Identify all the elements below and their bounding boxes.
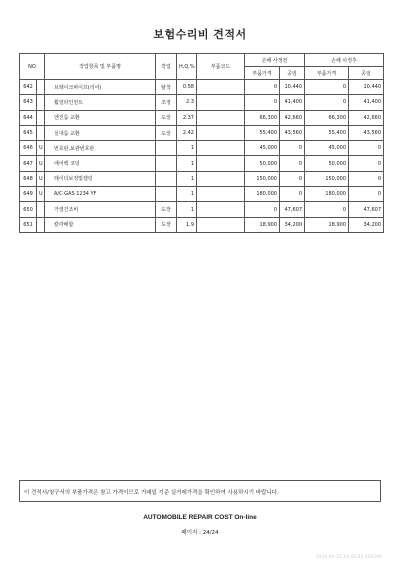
row-after-parts: 50,000 [305,156,349,171]
row-work: 도장 [156,202,177,217]
row-after-labor: 47,607 [349,202,384,217]
row-part-code [197,171,245,186]
row-flag [37,95,45,110]
header-before-labor: 공임 [280,67,305,80]
row-after-labor: 0 [349,156,384,171]
row-after-labor: 41,400 [349,95,384,110]
row-item-name: 번호판,보관번호판 [45,141,156,156]
table-row [20,95,384,110]
estimate-table [19,53,384,233]
table-row [20,187,384,202]
print-stamp: 2024-06-12 14:05:33 400290 [315,555,382,560]
row-item-name: 브레이크파이프(리어) [45,80,156,95]
row-after-parts: 66,300 [305,110,349,125]
row-after-labor: 0 [349,187,384,202]
row-no: 649 [20,187,37,202]
row-before-labor: 41,400 [280,95,305,110]
table-row [20,125,384,140]
row-hours: 1 [177,202,197,217]
row-item-name: A/C GAS 1234 YF [45,187,156,202]
table-row [20,156,384,171]
row-after-labor: 34,200 [349,217,384,232]
header-after-labor: 공임 [349,67,384,80]
row-before-parts: 50,000 [245,156,280,171]
header-after-group: 손해 사정후 [305,54,384,67]
row-after-parts: 150,000 [305,171,349,186]
row-part-code [197,141,245,156]
page-number: 페이지 : 24/24 [181,530,219,536]
row-before-parts: 0 [245,95,280,110]
row-item-name: 칼라배합 [45,217,156,232]
row-after-labor: 10,440 [349,80,384,95]
table-row [20,141,384,156]
row-work [156,187,177,202]
row-hours: 1 [177,156,197,171]
row-before-labor: 43,560 [280,125,305,140]
row-after-labor: 0 [349,141,384,156]
row-part-code [197,80,245,95]
row-no: 648 [20,171,37,186]
row-hours: 2.42 [177,125,197,140]
row-hours: 1 [177,171,197,186]
row-no: 650 [20,202,37,217]
row-no: 643 [20,95,37,110]
row-after-labor: 0 [349,171,384,186]
row-flag: U [37,156,45,171]
row-flag: U [37,141,45,156]
row-hours: 1.9 [177,217,197,232]
row-before-parts: 150,000 [245,171,280,186]
row-work: 도장 [156,217,177,232]
row-item-name: 휠얼라인먼트 [45,95,156,110]
row-before-labor: 0 [280,156,305,171]
header-item: 작업항목 및 부품명 [45,54,156,80]
row-flag [37,125,45,140]
row-flag [37,110,45,125]
row-flag: U [37,187,45,202]
row-no: 645 [20,125,37,140]
row-work [156,141,177,156]
row-part-code [197,125,245,140]
row-before-parts: 0 [245,80,280,95]
header-before-group: 손해 사정전 [245,54,305,67]
row-before-labor: 0 [280,141,305,156]
row-flag: U [37,171,45,186]
row-part-code [197,202,245,217]
table-row [20,80,384,95]
row-work [156,156,177,171]
table-row [20,217,384,232]
row-after-parts: 55,400 [305,125,349,140]
header-row-1 [20,54,384,67]
row-part-code [197,110,245,125]
header-before-parts: 부품가격 [245,67,280,80]
row-before-labor: 47,607 [280,202,305,217]
table-row [20,202,384,217]
row-before-parts: 55,400 [245,125,280,140]
footer-brand: AUTOMOBILE REPAIR COST On-line [143,514,257,521]
row-work: 도장 [156,125,177,140]
row-item-name: 에어백 코딩 [45,156,156,171]
row-before-parts: 66,300 [245,110,280,125]
row-before-labor: 0 [280,187,305,202]
row-part-code [197,95,245,110]
table-body [20,80,384,233]
disclaimer-note: 이 견적서/청구서의 부품가격은 참고 가격이므로 거래일 기준 실거래가격을 확인하여 사용하시기 바랍니다. [19,480,381,502]
row-hours: 1 [177,141,197,156]
row-item-name: 레이더보정및캘링 [45,171,156,186]
row-flag [37,217,45,232]
row-no: 651 [20,217,37,232]
row-flag [37,202,45,217]
row-item-name: 엔진룸 교환 [45,110,156,125]
row-work: 도장 [156,110,177,125]
row-before-labor: 42,660 [280,110,305,125]
row-item-name: 가열건조비 [45,202,156,217]
row-before-labor: 34,200 [280,217,305,232]
row-work: 조정 [156,95,177,110]
row-before-parts: 0 [245,202,280,217]
row-before-labor: 10,440 [280,80,305,95]
header-part-code: 부품코드 [197,54,245,80]
row-hours: 0.58 [177,80,197,95]
row-after-parts: 45,000 [305,141,349,156]
header-no: NO [20,54,45,80]
document-title: 보험수리비 견적서 [153,28,247,41]
row-flag [37,80,45,95]
row-after-parts: 0 [305,80,349,95]
row-part-code [197,156,245,171]
row-work [156,171,177,186]
row-before-parts: 180,000 [245,187,280,202]
row-hours: 2.3 [177,95,197,110]
row-no: 646 [20,141,37,156]
row-before-parts: 45,000 [245,141,280,156]
row-after-parts: 0 [305,202,349,217]
row-after-parts: 18,900 [305,217,349,232]
row-after-labor: 42,660 [349,110,384,125]
row-after-parts: 180,000 [305,187,349,202]
row-before-labor: 0 [280,171,305,186]
header-hours: H,Q,% [177,54,197,80]
table-row [20,171,384,186]
row-work: 탈착 [156,80,177,95]
row-before-parts: 18,900 [245,217,280,232]
row-after-parts: 0 [305,95,349,110]
row-hours: 1 [177,187,197,202]
header-work: 작업 [156,54,177,80]
row-after-labor: 43,560 [349,125,384,140]
row-no: 644 [20,110,37,125]
header-after-parts: 부품가격 [305,67,349,80]
row-no: 642 [20,80,37,95]
row-part-code [197,187,245,202]
row-no: 647 [20,156,37,171]
table-row [20,110,384,125]
row-hours: 2.37 [177,110,197,125]
row-item-name: 실내룸 교환 [45,125,156,140]
row-part-code [197,217,245,232]
